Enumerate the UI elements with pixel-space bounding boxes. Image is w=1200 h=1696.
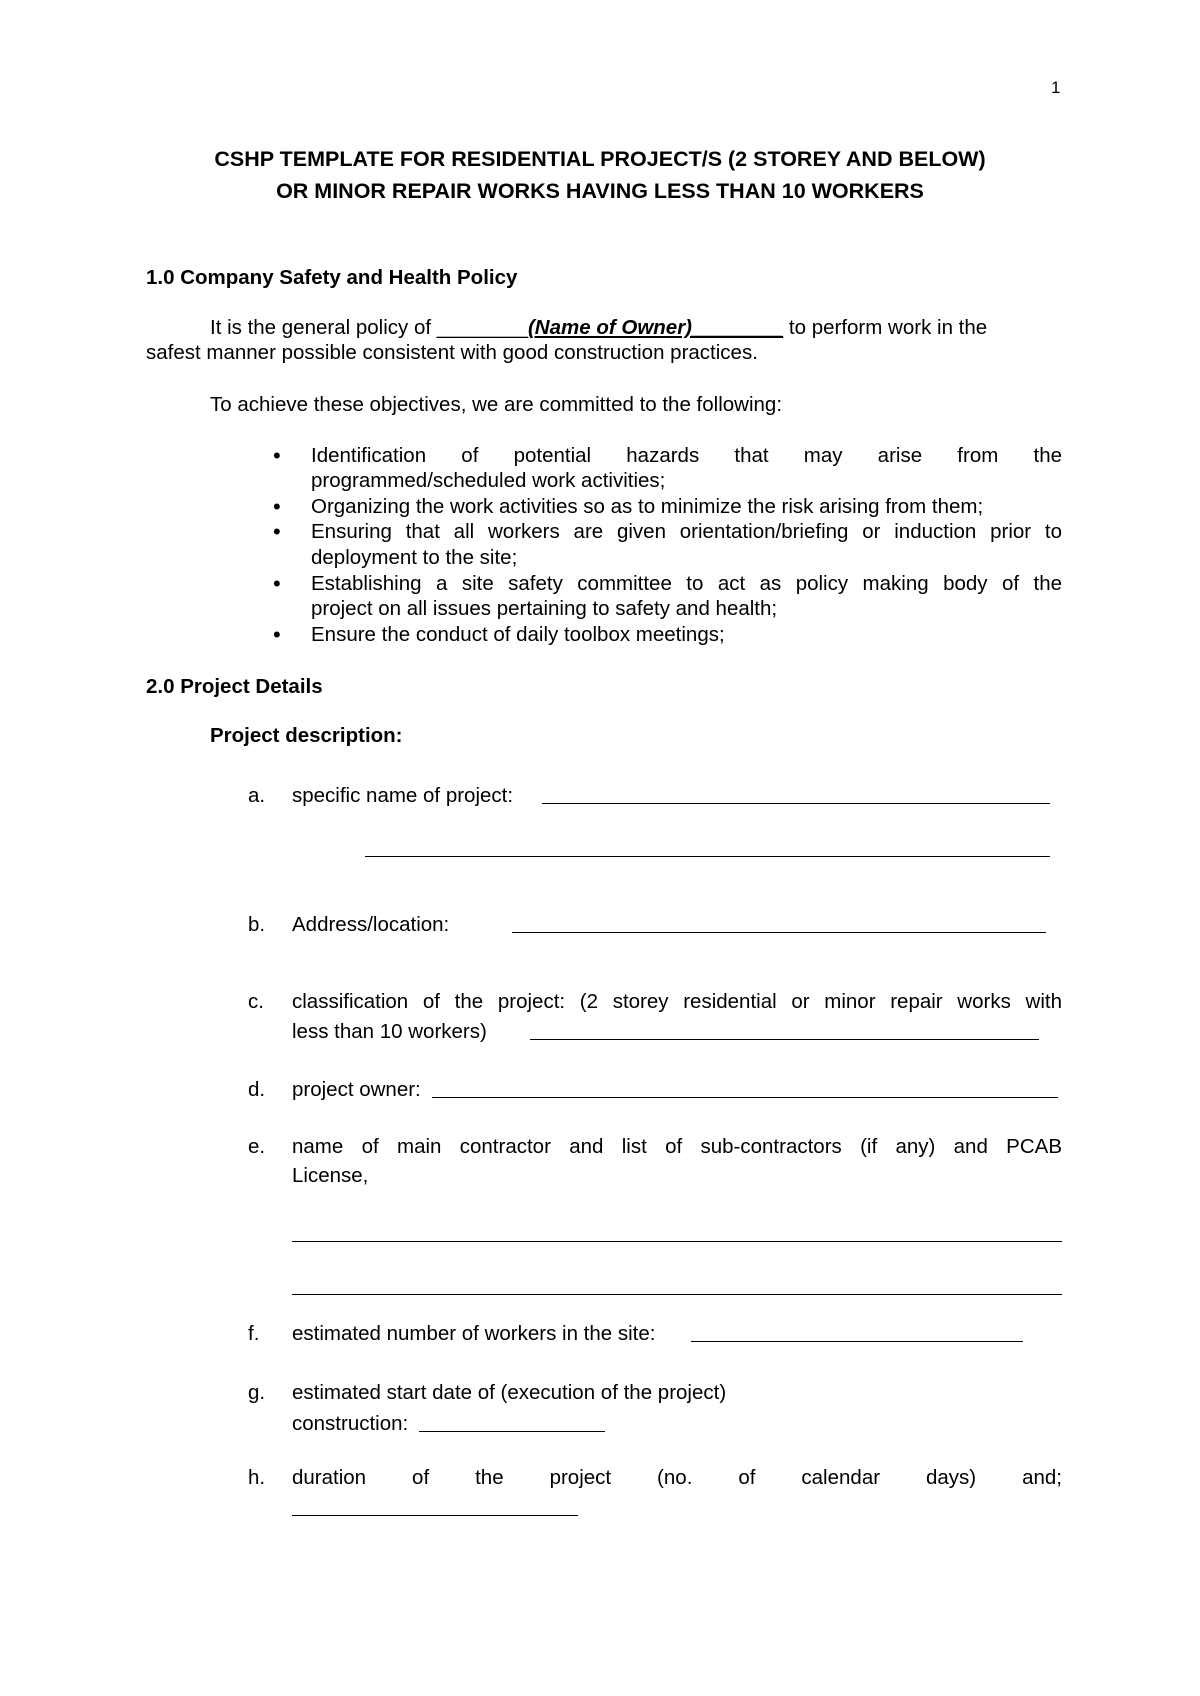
policy-statement-line-1	[210, 316, 987, 340]
item-f-label: estimated number of workers in the site:	[292, 1322, 656, 1345]
project-description-heading: Project description:	[210, 724, 403, 747]
classification-field[interactable]	[530, 1021, 1039, 1040]
bullet-item-3-line-1: Ensuring that all workers are given orientation/briefing or induction prior to	[311, 520, 1062, 543]
contractor-field-line-1[interactable]	[292, 1223, 1062, 1242]
bullet-item-4-line-1: Establishing a site safety committee to act as policy making body of the	[311, 572, 1062, 595]
start-date-field[interactable]	[419, 1413, 605, 1432]
section-2-heading: 2.0 Project Details	[146, 675, 323, 698]
document-title-line-2: OR MINOR REPAIR WORKS HAVING LESS THAN 10 WORKERS	[276, 179, 924, 203]
objectives-intro: To achieve these objectives, we are committed to the following:	[210, 393, 783, 416]
document-title-line-1: CSHP TEMPLATE FOR RESIDENTIAL PROJECT/S (2 STOREY AND BELOW)	[214, 147, 986, 171]
item-b-letter: b.	[248, 913, 266, 936]
item-d-letter: d.	[248, 1078, 266, 1101]
section-1-heading: 1.0 Company Safety and Health Policy	[146, 266, 518, 289]
item-b-label: Address/location:	[292, 913, 450, 936]
bullet-item-4-line-2: project on all issues pertaining to safety and health;	[311, 597, 778, 620]
page-number: 1	[1051, 78, 1061, 97]
item-d-label: project owner:	[292, 1078, 421, 1101]
policy-suffix: to perform work in the	[783, 316, 988, 339]
item-h-line-1: duration of the project (no. of calendar days) and;	[292, 1466, 1062, 1489]
bullet-item-1-line-1: Identification of potential hazards that may arise from the	[311, 444, 1062, 467]
bullet-icon: •	[273, 494, 281, 519]
bullet-item-3-line-2: deployment to the site;	[311, 546, 518, 569]
project-owner-field[interactable]	[432, 1079, 1058, 1098]
item-h-letter: h.	[248, 1466, 266, 1489]
item-c-line-1: classification of the project: (2 storey residential or minor repair works with	[292, 990, 1062, 1013]
bullet-item-5: Ensure the conduct of daily toolbox meetings;	[311, 623, 725, 646]
bullet-icon: •	[273, 519, 281, 544]
item-a-label: specific name of project:	[292, 784, 514, 807]
item-e-line-2: License,	[292, 1164, 369, 1187]
item-g-line-2: construction:	[292, 1412, 409, 1435]
policy-statement-line-2: safest manner possible consistent with good construction practices.	[146, 341, 758, 364]
bullet-item-1-line-2: programmed/scheduled work activities;	[311, 469, 666, 492]
owner-name-placeholder: (Name of Owner)________	[527, 316, 784, 339]
address-location-field[interactable]	[512, 914, 1046, 933]
bullet-item-2: Organizing the work activities so as to minimize the risk arising from them;	[311, 495, 984, 518]
duration-field[interactable]	[292, 1497, 578, 1516]
item-f-letter: f.	[248, 1322, 260, 1345]
project-name-field[interactable]	[542, 785, 1050, 804]
item-e-letter: e.	[248, 1135, 266, 1158]
item-e-line-1: name of main contractor and list of sub-contractors (if any) and PCAB	[292, 1135, 1062, 1158]
bullet-icon: •	[273, 443, 281, 468]
item-c-letter: c.	[248, 990, 264, 1013]
contractor-field-line-2[interactable]	[292, 1276, 1062, 1295]
bullet-icon: •	[273, 622, 281, 647]
workers-count-field[interactable]	[691, 1323, 1023, 1342]
item-g-letter: g.	[248, 1381, 266, 1404]
item-c-line-2: less than 10 workers)	[292, 1020, 487, 1043]
bullet-icon: •	[273, 571, 281, 596]
project-name-field-line-2[interactable]	[365, 838, 1050, 857]
item-g-line-1: estimated start date of (execution of the project)	[292, 1381, 727, 1404]
policy-prefix: It is the general policy of ________	[210, 316, 528, 339]
item-a-letter: a.	[248, 784, 266, 807]
